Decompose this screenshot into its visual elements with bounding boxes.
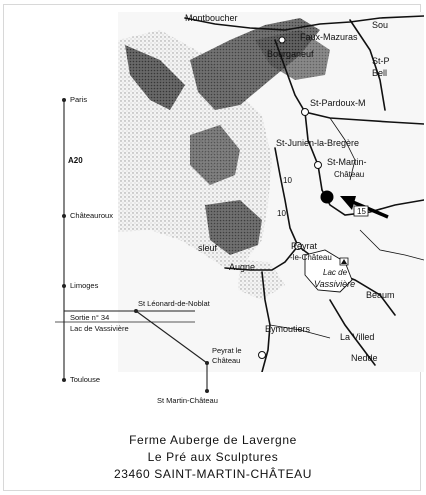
route-label-a20: A20 [68, 156, 83, 165]
footer-venue-name: Le Pré aux Sculptures [147, 450, 279, 464]
label-road-10a: 10 [283, 176, 292, 185]
label-beaum: Beaum [366, 290, 395, 300]
route-label-chateauroux: Châteauroux [70, 211, 113, 220]
label-faux-mazuras: Faux-Mazuras [300, 32, 358, 42]
label-augne: Augne [229, 262, 256, 272]
label-nedde: Nedde [351, 353, 378, 363]
footer-address: 23460 SAINT-MARTIN-CHÂTEAU [113, 467, 313, 481]
route-label-peyrat-line1: Peyrat le [212, 346, 242, 355]
label-la-villed: La Villed [340, 332, 375, 342]
label-peyrat: Peyrat [291, 241, 318, 251]
route-label-st-martin-chateau: St Martin-Château [157, 396, 218, 405]
label-st-junien: St-Junien-la-Bregère [276, 138, 360, 148]
route-label-limoges: Limoges [70, 281, 99, 290]
label-eymoutiers: Eymoutiers [265, 324, 311, 334]
label-chateau: Château [334, 170, 365, 179]
label-sleuf: sleuf [198, 243, 218, 253]
label-road-10b: 10 [277, 209, 286, 218]
route-label-peyrat-line2: Château [212, 356, 241, 365]
label-montboucher: Montboucher [185, 13, 238, 23]
route-label-toulouse: Toulouse [70, 375, 101, 384]
label-st-martin: St-Martin- [327, 157, 367, 167]
route-label-exit-lake: Lac de Vassivière [70, 324, 129, 333]
footer-farm-name: Ferme Auberge de Lavergne [129, 433, 297, 447]
label-bell: Bell [372, 68, 388, 78]
label-sou: Sou [372, 20, 389, 30]
label-vassiviere: Vassivière [314, 279, 356, 289]
label-bourganeuf: Bourganeuf [267, 49, 314, 59]
route-label-st-leonard: St Léonard-de-Noblat [138, 299, 210, 308]
route-label-exit-34: Sortie n° 34 [70, 313, 110, 322]
label-le-chateau: -le-Château [290, 253, 332, 262]
route-label-paris: Paris [70, 95, 88, 104]
label-lac-de: Lac de [323, 268, 348, 277]
label-st-pardoux: St-Pardoux-M [310, 98, 366, 108]
label-road-15: 15 [357, 207, 366, 216]
label-st-p: St-P [372, 56, 390, 66]
regional-map [118, 12, 424, 372]
